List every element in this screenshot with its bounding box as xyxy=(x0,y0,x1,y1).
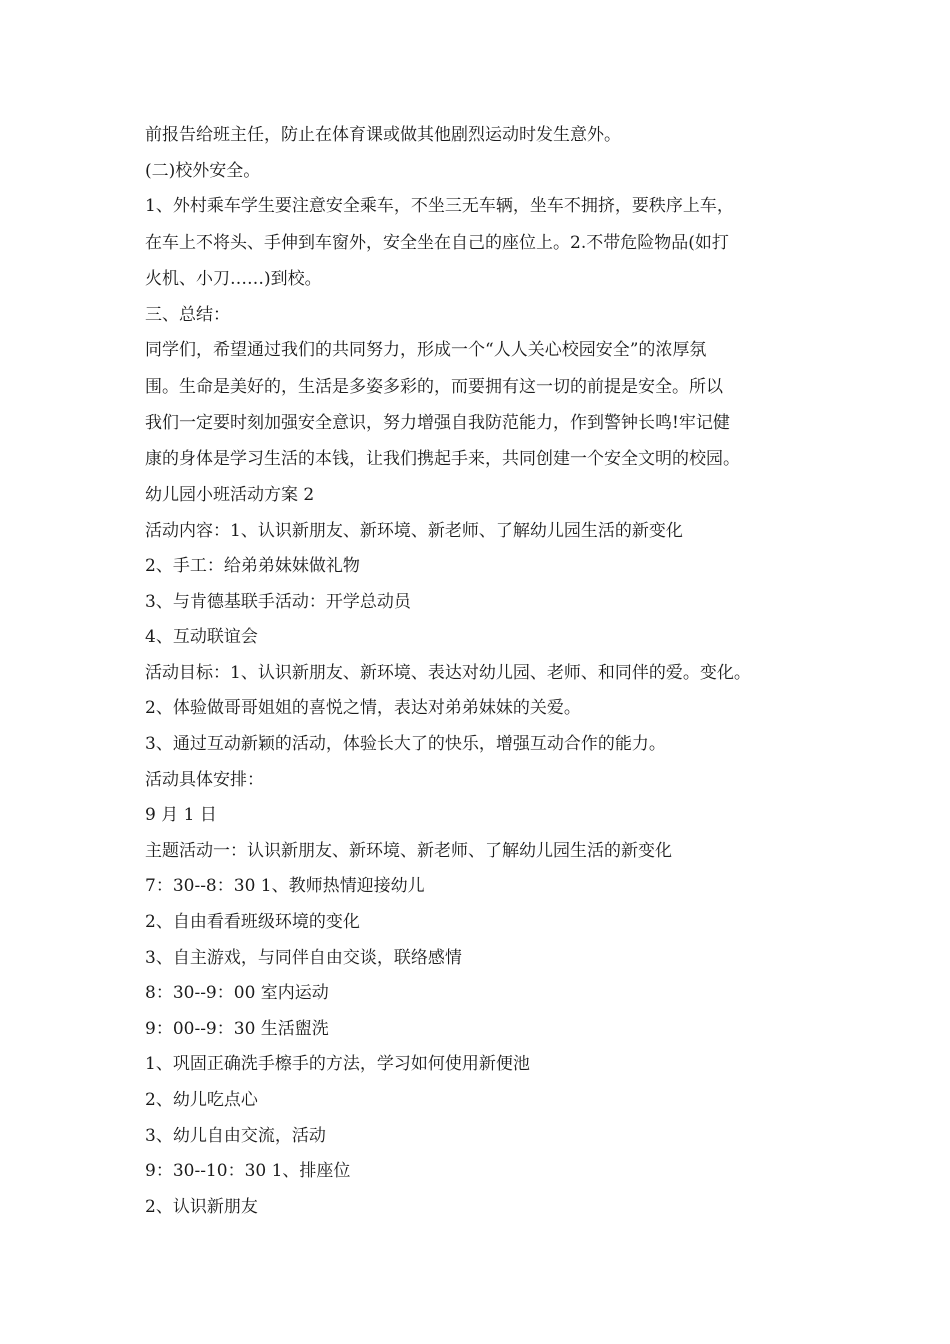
document-body xyxy=(145,123,835,1219)
text-line: 3、幼儿自由交流，活动 xyxy=(145,1125,326,1146)
text-line: 2、手工：给弟弟妹妹做礼物 xyxy=(145,556,360,577)
text-line: 康的身体是学习生活的本钱，让我们携起手来，共同创建一个安全文明的校园。 xyxy=(145,449,740,470)
text-line: 活动内容：1、认识新朋友、新环境、新老师、了解幼儿园生活的新变化 xyxy=(145,520,683,541)
text-line: (二)校外安全。 xyxy=(145,160,261,181)
text-line: 活动具体安排： xyxy=(145,769,264,790)
section-title: 幼儿园小班活动方案 2 xyxy=(145,484,315,505)
text-line: 7：30--8：30 1、教师热情迎接幼儿 xyxy=(145,876,425,897)
text-line: 2、体验做哥哥姐姐的喜悦之情，表达对弟弟妹妹的关爱。 xyxy=(145,698,581,719)
text-line: 2、认识新朋友 xyxy=(145,1196,258,1217)
text-line: 1、外村乘车学生要注意安全乘车，不坐三无车辆，坐车不拥挤，要秩序上车， xyxy=(145,196,734,217)
text-line: 在车上不将头、手伸到车窗外，安全坐在自己的座位上。2.不带危险物品(如打 xyxy=(145,232,729,253)
text-line: 我们一定要时刻加强安全意识，努力增强自我防范能力，作到警钟长鸣!牢记健 xyxy=(145,412,730,433)
text-line: 同学们，希望通过我们的共同努力，形成一个“人人关心校园安全”的浓厚氛 xyxy=(145,340,707,361)
text-line: 9：00--9：30 生活盥洗 xyxy=(145,1018,329,1039)
text-line: 活动目标：1、认识新朋友、新环境、表达对幼儿园、老师、和同伴的爱。变化。 xyxy=(145,662,751,683)
text-line: 1、巩固正确洗手檫手的方法，学习如何使用新便池 xyxy=(145,1054,530,1075)
text-line: 3、与肯德基联手活动：开学总动员 xyxy=(145,591,411,612)
text-line: 9：30--10：30 1、排座位 xyxy=(145,1161,351,1182)
text-line: 8：30--9：00 室内运动 xyxy=(145,983,329,1004)
text-line: 3、通过互动新颖的活动，体验长大了的快乐，增强互动合作的能力。 xyxy=(145,734,666,755)
text-line: 9 月 1 日 xyxy=(145,805,217,826)
text-line: 3、自主游戏，与同伴自由交谈，联络感情 xyxy=(145,947,462,968)
text-line: 前报告给班主任，防止在体育课或做其他剧烈运动时发生意外。 xyxy=(145,125,621,145)
text-line: 2、幼儿吃点心 xyxy=(145,1090,258,1111)
text-line: 围。生命是美好的，生活是多姿多彩的，而要拥有这一切的前提是安全。所以 xyxy=(145,376,723,397)
text-line: 火机、小刀……)到校。 xyxy=(145,268,322,289)
text-line: 三、总结： xyxy=(145,304,230,325)
text-line: 4、互动联谊会 xyxy=(145,627,258,648)
text-line: 2、自由看看班级环境的变化 xyxy=(145,912,360,933)
text-line: 主题活动一：认识新朋友、新环境、新老师、了解幼儿园生活的新变化 xyxy=(145,840,672,861)
